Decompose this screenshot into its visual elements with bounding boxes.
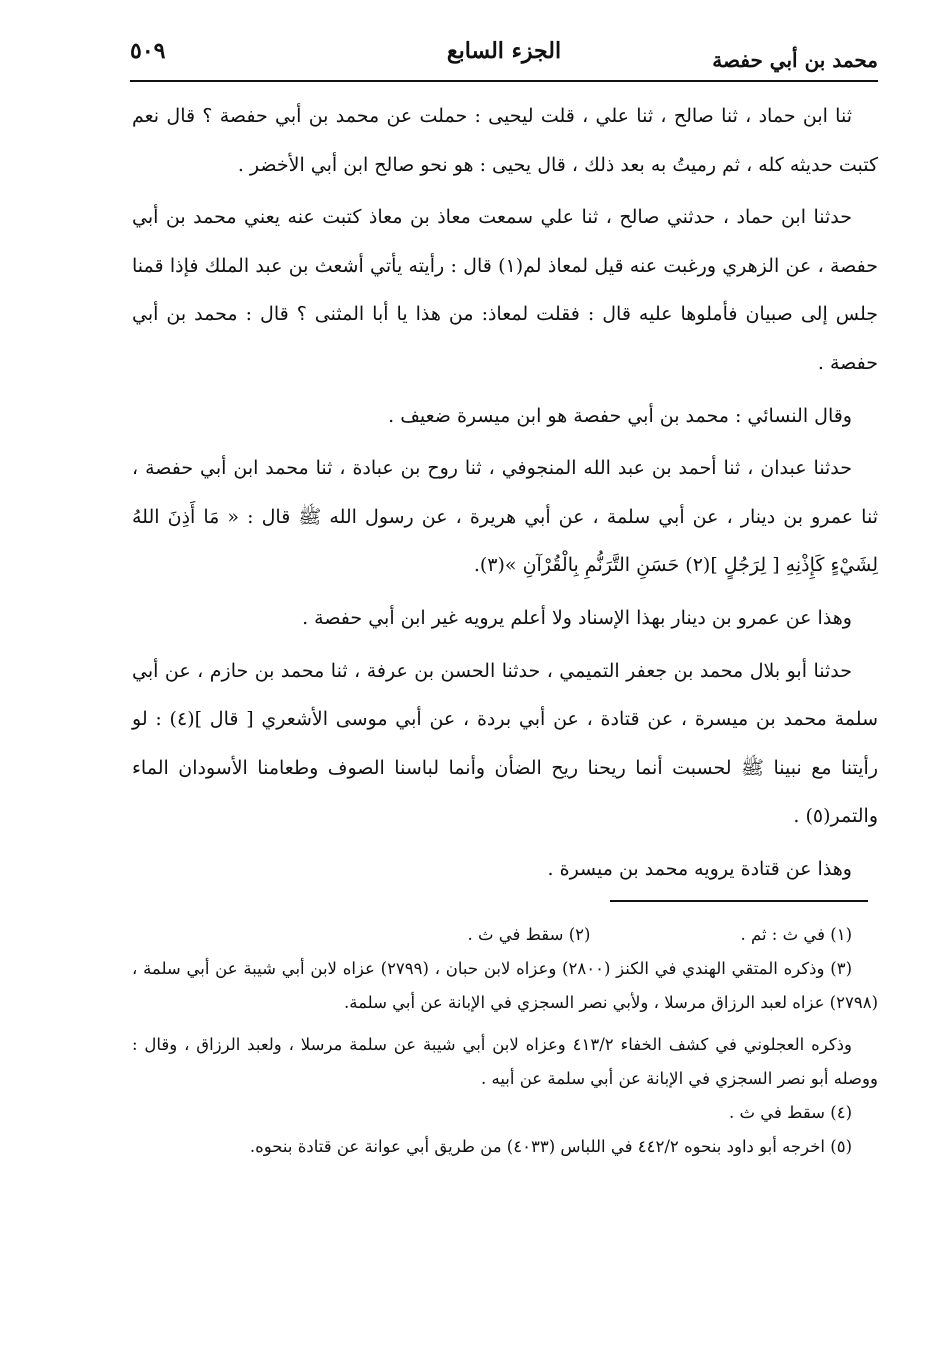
paragraph: حدثنا ابن حماد ، حدثني صالح ، ثنا علي سمعت معاذ بن معاذ كتبت عنه يعني محمد بن أبي حفصة ، عن الزهري ورغبت عنه قيل لمعاذ لم(١) قال : رأيته يأتي أشعث بن عبد الملك فإذا قمنا جلس إلى صبيان فأملوها عليه قال : فقلت لمعاذ: من هذا يا أبا المثنى ؟ قال : محمد بن أبي حفصة . [132,206,879,374]
footnote-row [132,918,878,952]
volume-label: الجزء السابع [446,38,562,64]
paragraph: حدثنا أبو بلال محمد بن جعفر التميمي ، حدثنا الحسن بن عرفة ، ثنا محمد بن حازم ، عن أبي سلمة محمد بن ميسرة ، عن قتادة ، عن أبي بردة ، عن أبي موسى الأشعري [ قال ](٤) : لو رأيتنا مع نبينا ﷺ لحسبت أنما ريحنا ريح الضأن وأنما لباسنا الصوف وطعامنا الأسودان الماء والتمر(٥) . [132,659,878,828]
footnote-3-continued: وذكره العجلوني في كشف الخفاء ٤١٣/٢ وعزاه لابن أبي شيبة عن سلمة مرسلا ، ولعبد الرزاق ، وقال : ووصله أبو نصر السجزي في الإبانة عن أبي سلمة عن أبيه . [132,1035,878,1088]
footnote-1: (١) في ث : ثم . [740,925,852,944]
paragraph: وهذا عن عمرو بن دينار بهذا الإسناد ولا أعلم يرويه غير ابن أبي حفصة . [302,606,852,629]
footnote-3: (٣) وذكره المتقي الهندي في الكنز (٢٨٠٠) وعزاه لابن حبان ، (٢٧٩٩) عزاه لابن أبي شيبة عن أبي سلمة ، (٢٧٩٨) عزاه لعبد الرزاق مرسلا ، ولأبي نصر السجزي في الإبانة عن أبي سلمة. [132,959,878,1012]
main-text [132,92,878,898]
footnote-5: (٥) اخرجه أبو داود بنحوه ٤٤٢/٢ في اللباس (٤٠٣٣) من طريق أبي عوانة عن قتادة بنحوه. [249,1137,852,1156]
paragraph: ثنا ابن حماد ، ثنا صالح ، ثنا علي ، قلت ليحيى : حملت عن محمد بن أبي حفصة ؟ قال نعم كتبت حديثه كله ، ثم رميتُ به بعد ذلك ، قال يحيى : هو نحو صالح ابن أبي الأخضر . [132,105,878,176]
page-header [130,34,878,82]
paragraph: حدثنا عبدان ، ثنا أحمد بن عبد الله المنجوفي ، ثنا روح بن عبادة ، ثنا محمد ابن أبي حفصة ، ثنا عمرو بن دينار ، عن أبي سلمة ، عن أبي هريرة ، عن رسول الله ﷺ قال : « مَا أَذِنَ اللهُ لِشَيْءٍ كَإِذْنِهِ [ لِرَجُلٍ ](٢) حَسَنِ التَّرَنُّمِ بِالْقُرْآنِ »(٣). [132,457,878,577]
paragraph: وقال النسائي : محمد بن أبي حفصة هو ابن ميسرة ضعيف . [388,404,852,427]
footnote-separator [610,900,868,902]
header-rule [130,80,878,82]
running-title: محمد بن أبي حفصة [712,48,878,72]
footnote-2: (٢) سقط في ث . [467,925,591,944]
footnotes [132,918,878,1164]
footnote-4: (٤) سقط في ث . [729,1103,852,1122]
page-number: ٥٠٩ [130,38,166,64]
paragraph: وهذا عن قتادة يرويه محمد بن ميسرة . [547,857,852,880]
